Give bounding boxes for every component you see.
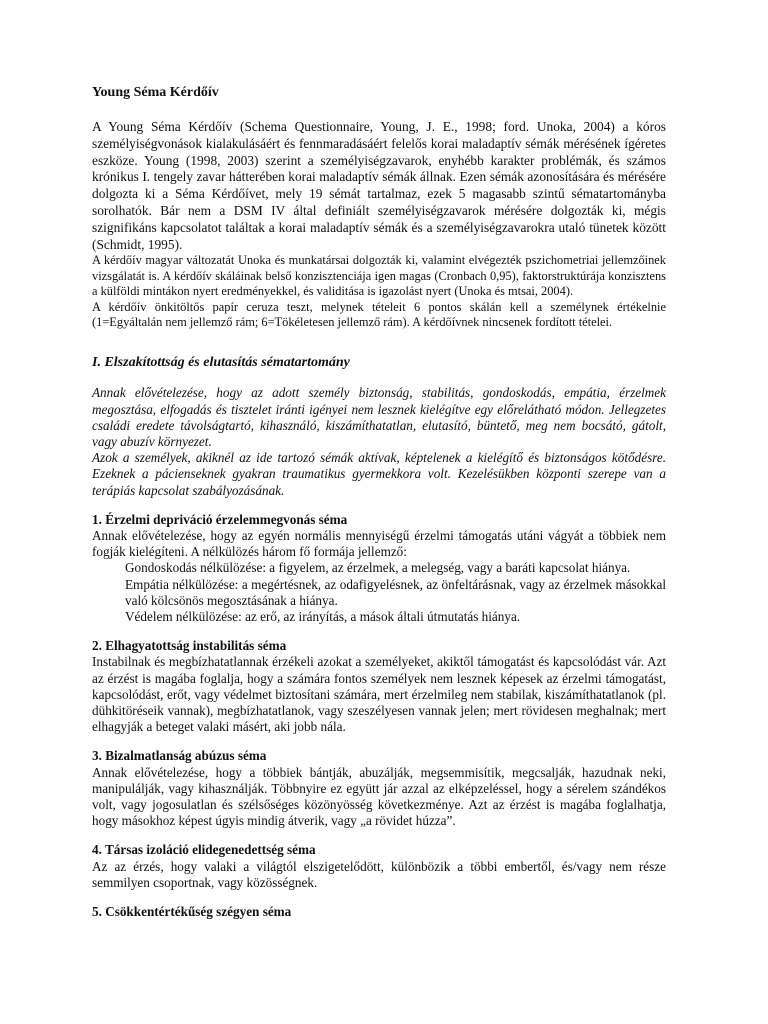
- schema-item-4: [92, 842, 666, 891]
- section-description-1: Annak elővételezése, hogy az adott személy biztonság, stabilitás, gondoskodás, empátia, érzelmek megosztása, elfogadás és tisztelet iránti igényei nem lesznek kielégítve egy előrelátható módon. Jellegzetes családi eredete távolságtartó, kihasználó, kiszámíthatatlan, elutasító, büntető, meg nem bocsátó, gátolt, vagy abuzív környezet.: [92, 385, 666, 450]
- schema-text: Az az érzés, hogy valaki a világtól elszigetelődött, különbözik a többi embertől, és/vagy nem része semmilyen csoportnak, vagy közösségnek.: [92, 858, 666, 890]
- schema-title: 1. Érzelmi depriváció érzelemmegvonás séma: [92, 511, 348, 527]
- section-description-2: Azok a személyek, akiknél az ide tartozó sémák aktívak, képtelenek a kielégítő és biztonságos kötődésre. Ezeknek a pácienseknek gyakran traumatikus gyermekkora volt. Kezelésükben központi szerepe van a terápiás kapcsolat szabályozásának.: [92, 450, 666, 498]
- schema-text: Annak elővételezése, hogy a többiek bántják, abuzálják, megsemmisítik, megcsalják, hazudnak neki, manipulálják, vagy kihasználják. Többnyire ez együtt jár azzal az elképzeléssel, hogy a sérelem szándékos volt, vagy jogosulatlan és szélsőséges közönyösség következménye. Azt az érzést is magába foglalhatja, hogy másokhoz képest úgyis mindig átverik, vagy „a rövidet húzza”.: [92, 764, 666, 829]
- intro-paragraph-3: A kérdőív önkitöltős papír ceruza teszt, melynek tételeit 6 pontos skálán kell a személynek értékelnie (1=Egyáltalán nem jellemző rám; 6=Tökéletesen jellemző rám). A kérdőívnek nincsenek fordított tételei.: [92, 299, 666, 329]
- subform-item: Gondoskodás nélkülözése: a figyelem, az érzelmek, a melegség, vagy a baráti kapcsolat hiánya.: [125, 560, 631, 576]
- schema-item-3: [92, 748, 666, 829]
- intro-paragraph-2: A kérdőív magyar változatát Unoka és munkatársai dolgozták ki, valamint elvégezték pszichometriai jellemzőinek vizsgálatát is. A kérdőív skáláinak belső konzisztenciája igen magas (Cronbach 0,95), faktorstruktúrája konzisztens a külföldi mintákon nyert eredményekkel, és validitása is igazolást nyert (Unoka és mtsai, 2004).: [92, 253, 666, 299]
- schema-item-2: [92, 638, 666, 735]
- schema-title: 4. Társas izoláció elidegenedettség séma: [92, 842, 316, 858]
- subform-item: Empátia nélkülözése: a megértésnek, az odafigyelésnek, az önfeltárásnak, vagy az érzelmek másokkal való kölcsönös megosztásának a hiánya.: [125, 576, 666, 608]
- schema-text: Instabilnak és megbízhatatlannak érzékeli azokat a személyeket, akiktől támogatást és kapcsolódást vár. Azt az érzést is magába foglalja, hogy a számára fontos személyek nem lesznek képesek az érzelmi támogatást, kapcsolódást, erőt, vagy védelmet biztosítani számára, mert érzelmileg nem stabilak, kiszámíthatatlanok (pl. dühkitöréseik vannak), megbízhatatlanok, vagy szeszélyesen vannak jelen; mert rövidesen meghalnak; mert elhagyják a beteget valaki másért, aki jobb nála.: [92, 654, 666, 735]
- subform-list: [125, 560, 666, 625]
- document-title: Young Séma Kérdőív: [92, 85, 219, 100]
- schema-title: 3. Bizalmatlanság abúzus séma: [92, 748, 267, 764]
- section-title: I. Elszakítottság és elutasítás sématartomány: [92, 355, 350, 371]
- schema-text: Annak elővételezése, hogy az egyén normális mennyiségű érzelmi támogatás utáni vágyát a többiek nem fogják kielégíteni. A nélkülözés három fő formája jellemző:: [92, 528, 666, 560]
- subform-item: Védelem nélkülözése: az erő, az irányítás, a mások általi útmutatás hiánya.: [125, 609, 521, 625]
- intro-paragraph-1: A Young Séma Kérdőív (Schema Questionnaire, Young, J. E., 1998; ford. Unoka, 2004) a kóros személyiségvonások kialakulásáért és fennmaradásáért felelős korai maladaptív sémák mérésének ígéretes eszköze. Young (1998, 2003) szerint a személyiségzavarok, enyhébb karakter problémák, és számos krónikus I. tengely zavar hátterében korai maladaptív sémák állnak. Ezen sémák azonosítására és mérésére dolgozta ki a Séma Kérdőívet, mely 19 sémát tartalmaz, ezek 5 magasabb szintű sématartományba sorolhatók. Bár nem a DSM IV által definiált személyiségzavarok mérésére dolgozták ki, mégis szignifikáns kapcsolatot találtak a korai maladaptív sémák és a személyiségzavarokra utaló tünetek között (Schmidt, 1995).: [92, 119, 666, 252]
- schema-title: 5. Csökkentértékűség szégyen séma: [92, 904, 292, 920]
- document-page: [92, 84, 666, 920]
- schema-item-1: [92, 512, 666, 625]
- schema-title: 2. Elhagyatottság instabilitás séma: [92, 638, 287, 654]
- schema-item-5: [92, 904, 666, 920]
